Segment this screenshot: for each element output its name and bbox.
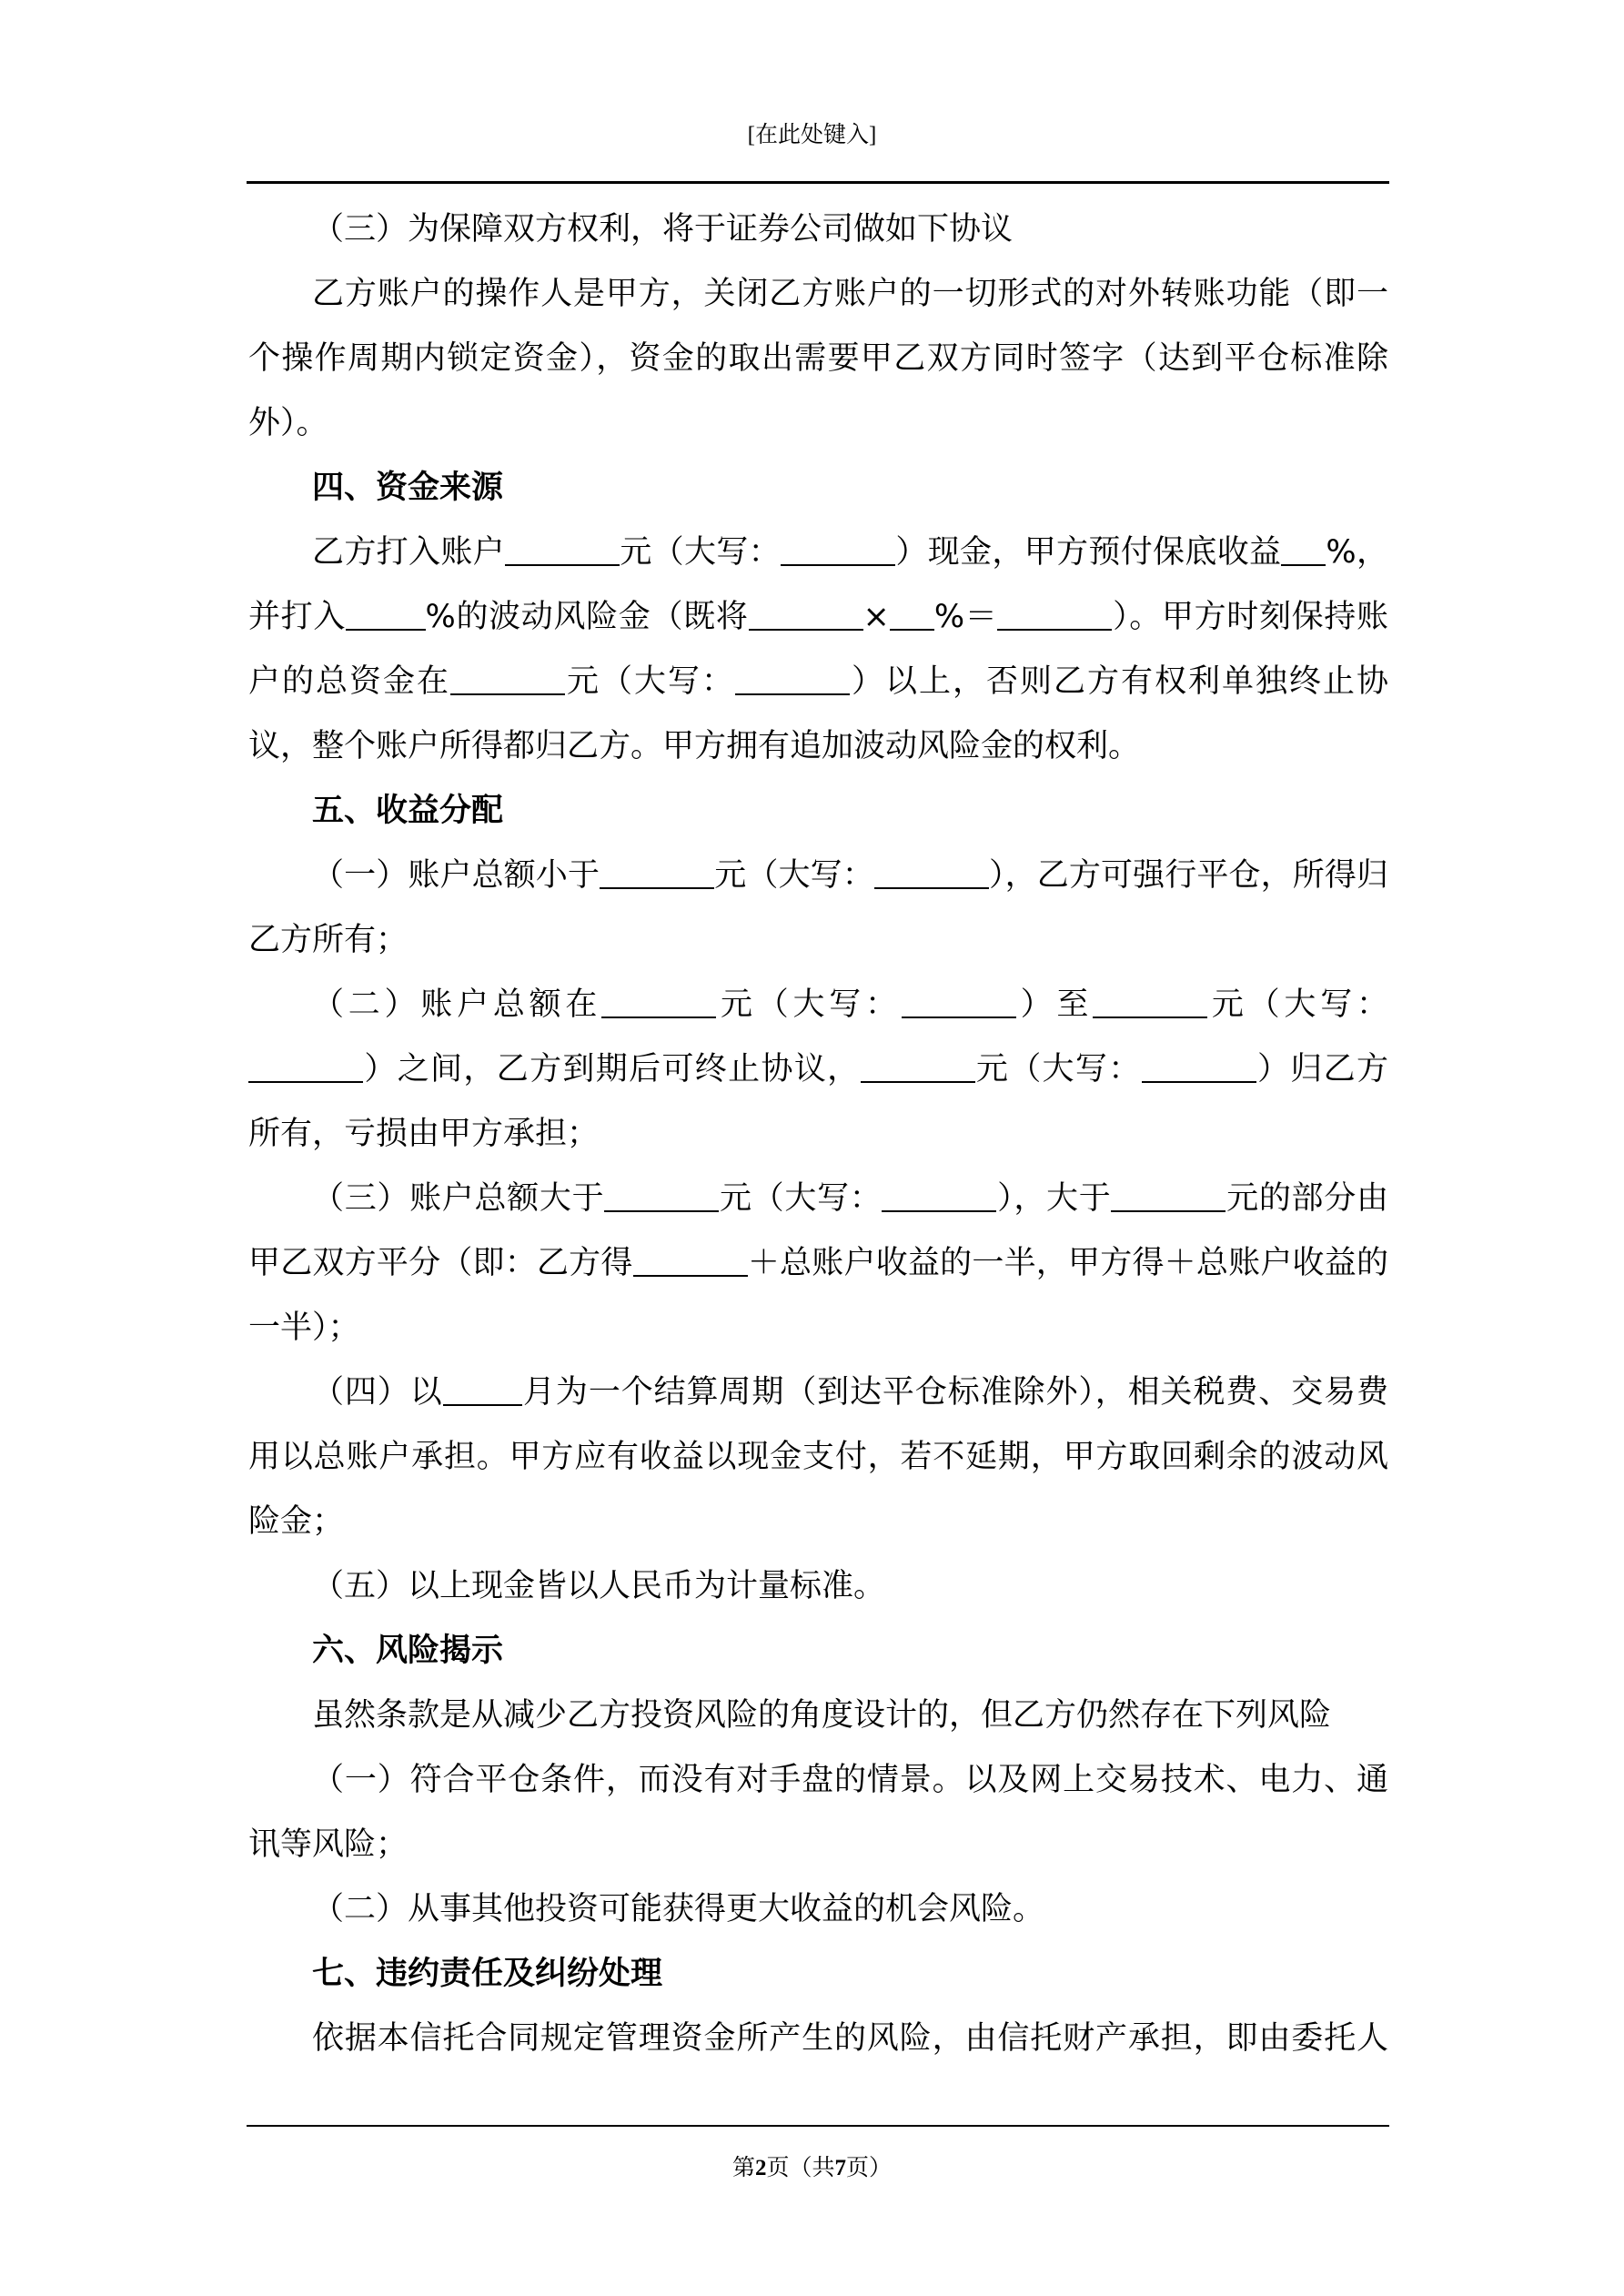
paragraph (248, 1684, 1388, 1748)
text-segment: （三）为保障双方权利，将于证券公司做如下协议 (312, 211, 1014, 248)
footer-prefix: 第 (731, 2156, 755, 2180)
text-segment: × (862, 599, 890, 635)
text-segment: ），乙方可强行平仓，所得归乙方所有； (248, 857, 1388, 958)
document-body (248, 197, 1388, 2071)
text-segment: ）之间，乙方到期后可终止协议， (363, 1051, 861, 1087)
text-segment: 依据本信托合同规定管理资金所产生的风险，由信托财产承担，即由委托人 (312, 2020, 1388, 2057)
text-segment: %的波动风险金（既将 (425, 599, 749, 635)
text-segment: 五、收益分配 (312, 793, 504, 829)
text-segment: 元（大写： (716, 986, 902, 1023)
paragraph (248, 1748, 1388, 1877)
text-segment: 元（大写： (974, 1051, 1142, 1087)
fill-in-blank (633, 1243, 748, 1277)
text-segment: （二）账户总额在 (312, 986, 602, 1023)
text-segment: 七、违约责任及纠纷处理 (312, 1956, 663, 1992)
fill-in-blank (604, 1178, 719, 1212)
paragraph (248, 197, 1388, 262)
text-segment: （三）账户总额大于 (312, 1180, 605, 1217)
fill-in-blank (735, 662, 850, 695)
fill-in-blank (505, 532, 620, 566)
paragraph (248, 844, 1388, 973)
paragraph (248, 2007, 1388, 2071)
text-segment: %＝ (933, 599, 998, 635)
text-segment: 元（大写： (714, 857, 874, 894)
text-segment: ）以上，否则乙方有权利单独终止协议，整个账户所得都归乙方。甲方拥有追加波动风险金的权利。 (248, 663, 1388, 764)
text-segment: 元（大写： (719, 1180, 883, 1217)
text-segment: 月为一个结算周期（到达平仓标准除外），相关税费、交易费用以总账户承担。甲方应有收益以现金支付，若不延期，甲方取回剩余的波动风险金； (248, 1374, 1388, 1540)
text-segment: 虽然条款是从减少乙方投资风险的角度设计的，但乙方仍然存在下列风险 (312, 1697, 1332, 1734)
text-segment: ）归乙方所有，亏损由甲方承担； (248, 1051, 1388, 1152)
text-segment: （四）以 (312, 1374, 443, 1411)
footer-suffix: 页） (846, 2156, 893, 2180)
fill-in-blank (874, 855, 989, 889)
page-number: 2 (754, 2156, 767, 2180)
fill-in-blank (346, 597, 426, 631)
paragraph (248, 1554, 1388, 1619)
fill-in-blank (443, 1372, 523, 1406)
text-segment: ），大于 (996, 1180, 1112, 1217)
text-segment: 元（大写： (1207, 986, 1388, 1023)
text-segment: 元（大写： (565, 663, 735, 700)
fill-in-blank (882, 1178, 996, 1212)
text-segment: %，并打入 (248, 534, 1388, 635)
fill-in-blank (861, 1049, 975, 1083)
fill-in-blank (781, 532, 895, 566)
text-segment: ）至 (1015, 986, 1094, 1023)
section-heading (248, 456, 1388, 521)
text-segment: 乙方打入账户 (312, 534, 506, 571)
text-segment: ）现金，甲方预付保底收益 (895, 534, 1282, 571)
footer-middle: 页（共 (766, 2156, 835, 2180)
paragraph (248, 262, 1388, 456)
paragraph (248, 1360, 1388, 1554)
text-segment: 元的部分由甲乙双方平分（即：乙方得 (248, 1180, 1388, 1281)
text-segment: 元（大写： (620, 534, 782, 571)
text-segment: （一）符合平仓条件，而没有对手盘的情景。以及网上交易技术、电力、通讯等风险； (248, 1762, 1388, 1863)
fill-in-blank (600, 855, 714, 889)
paragraph (248, 1167, 1388, 1360)
section-heading (248, 1619, 1388, 1684)
fill-in-blank (890, 597, 934, 631)
text-segment: ）。甲方时刻保持账户的总资金在 (248, 599, 1388, 700)
fill-in-blank (248, 1049, 363, 1083)
page-footer (0, 2149, 1624, 2182)
paragraph (248, 1877, 1388, 1942)
fill-in-blank (902, 985, 1016, 1018)
total-pages: 7 (834, 2156, 846, 2180)
section-heading (248, 1942, 1388, 2007)
footer-rule (247, 2125, 1389, 2127)
text-segment: （一）账户总额小于 (312, 857, 600, 894)
fill-in-blank (601, 985, 716, 1018)
text-segment: 乙方账户的操作人是甲方，关闭乙方账户的一切形式的对外转账功能（即一个操作周期内锁定资金），资金的取出需要甲乙双方同时签字（达到平仓标准除外）。 (248, 276, 1388, 441)
text-segment: ＋总账户收益的一半，甲方得＋总账户收益的一半）； (248, 1245, 1388, 1346)
text-segment: 四、资金来源 (312, 470, 504, 506)
text-segment: （五）以上现金皆以人民币为计量标准。 (312, 1568, 886, 1604)
section-heading (248, 779, 1388, 844)
fill-in-blank (1093, 985, 1207, 1018)
text-segment: （二）从事其他投资可能获得更大收益的机会风险。 (312, 1891, 1045, 1927)
page-header: [在此处键入] (747, 123, 877, 147)
fill-in-blank (749, 597, 863, 631)
fill-in-blank (1111, 1178, 1226, 1212)
paragraph (248, 973, 1388, 1167)
fill-in-blank (1142, 1049, 1256, 1083)
paragraph (248, 521, 1388, 779)
header-rule (247, 181, 1389, 184)
text-segment: 六、风险揭示 (312, 1633, 504, 1669)
fill-in-blank (1281, 532, 1326, 566)
fill-in-blank (997, 597, 1112, 631)
fill-in-blank (450, 662, 565, 695)
